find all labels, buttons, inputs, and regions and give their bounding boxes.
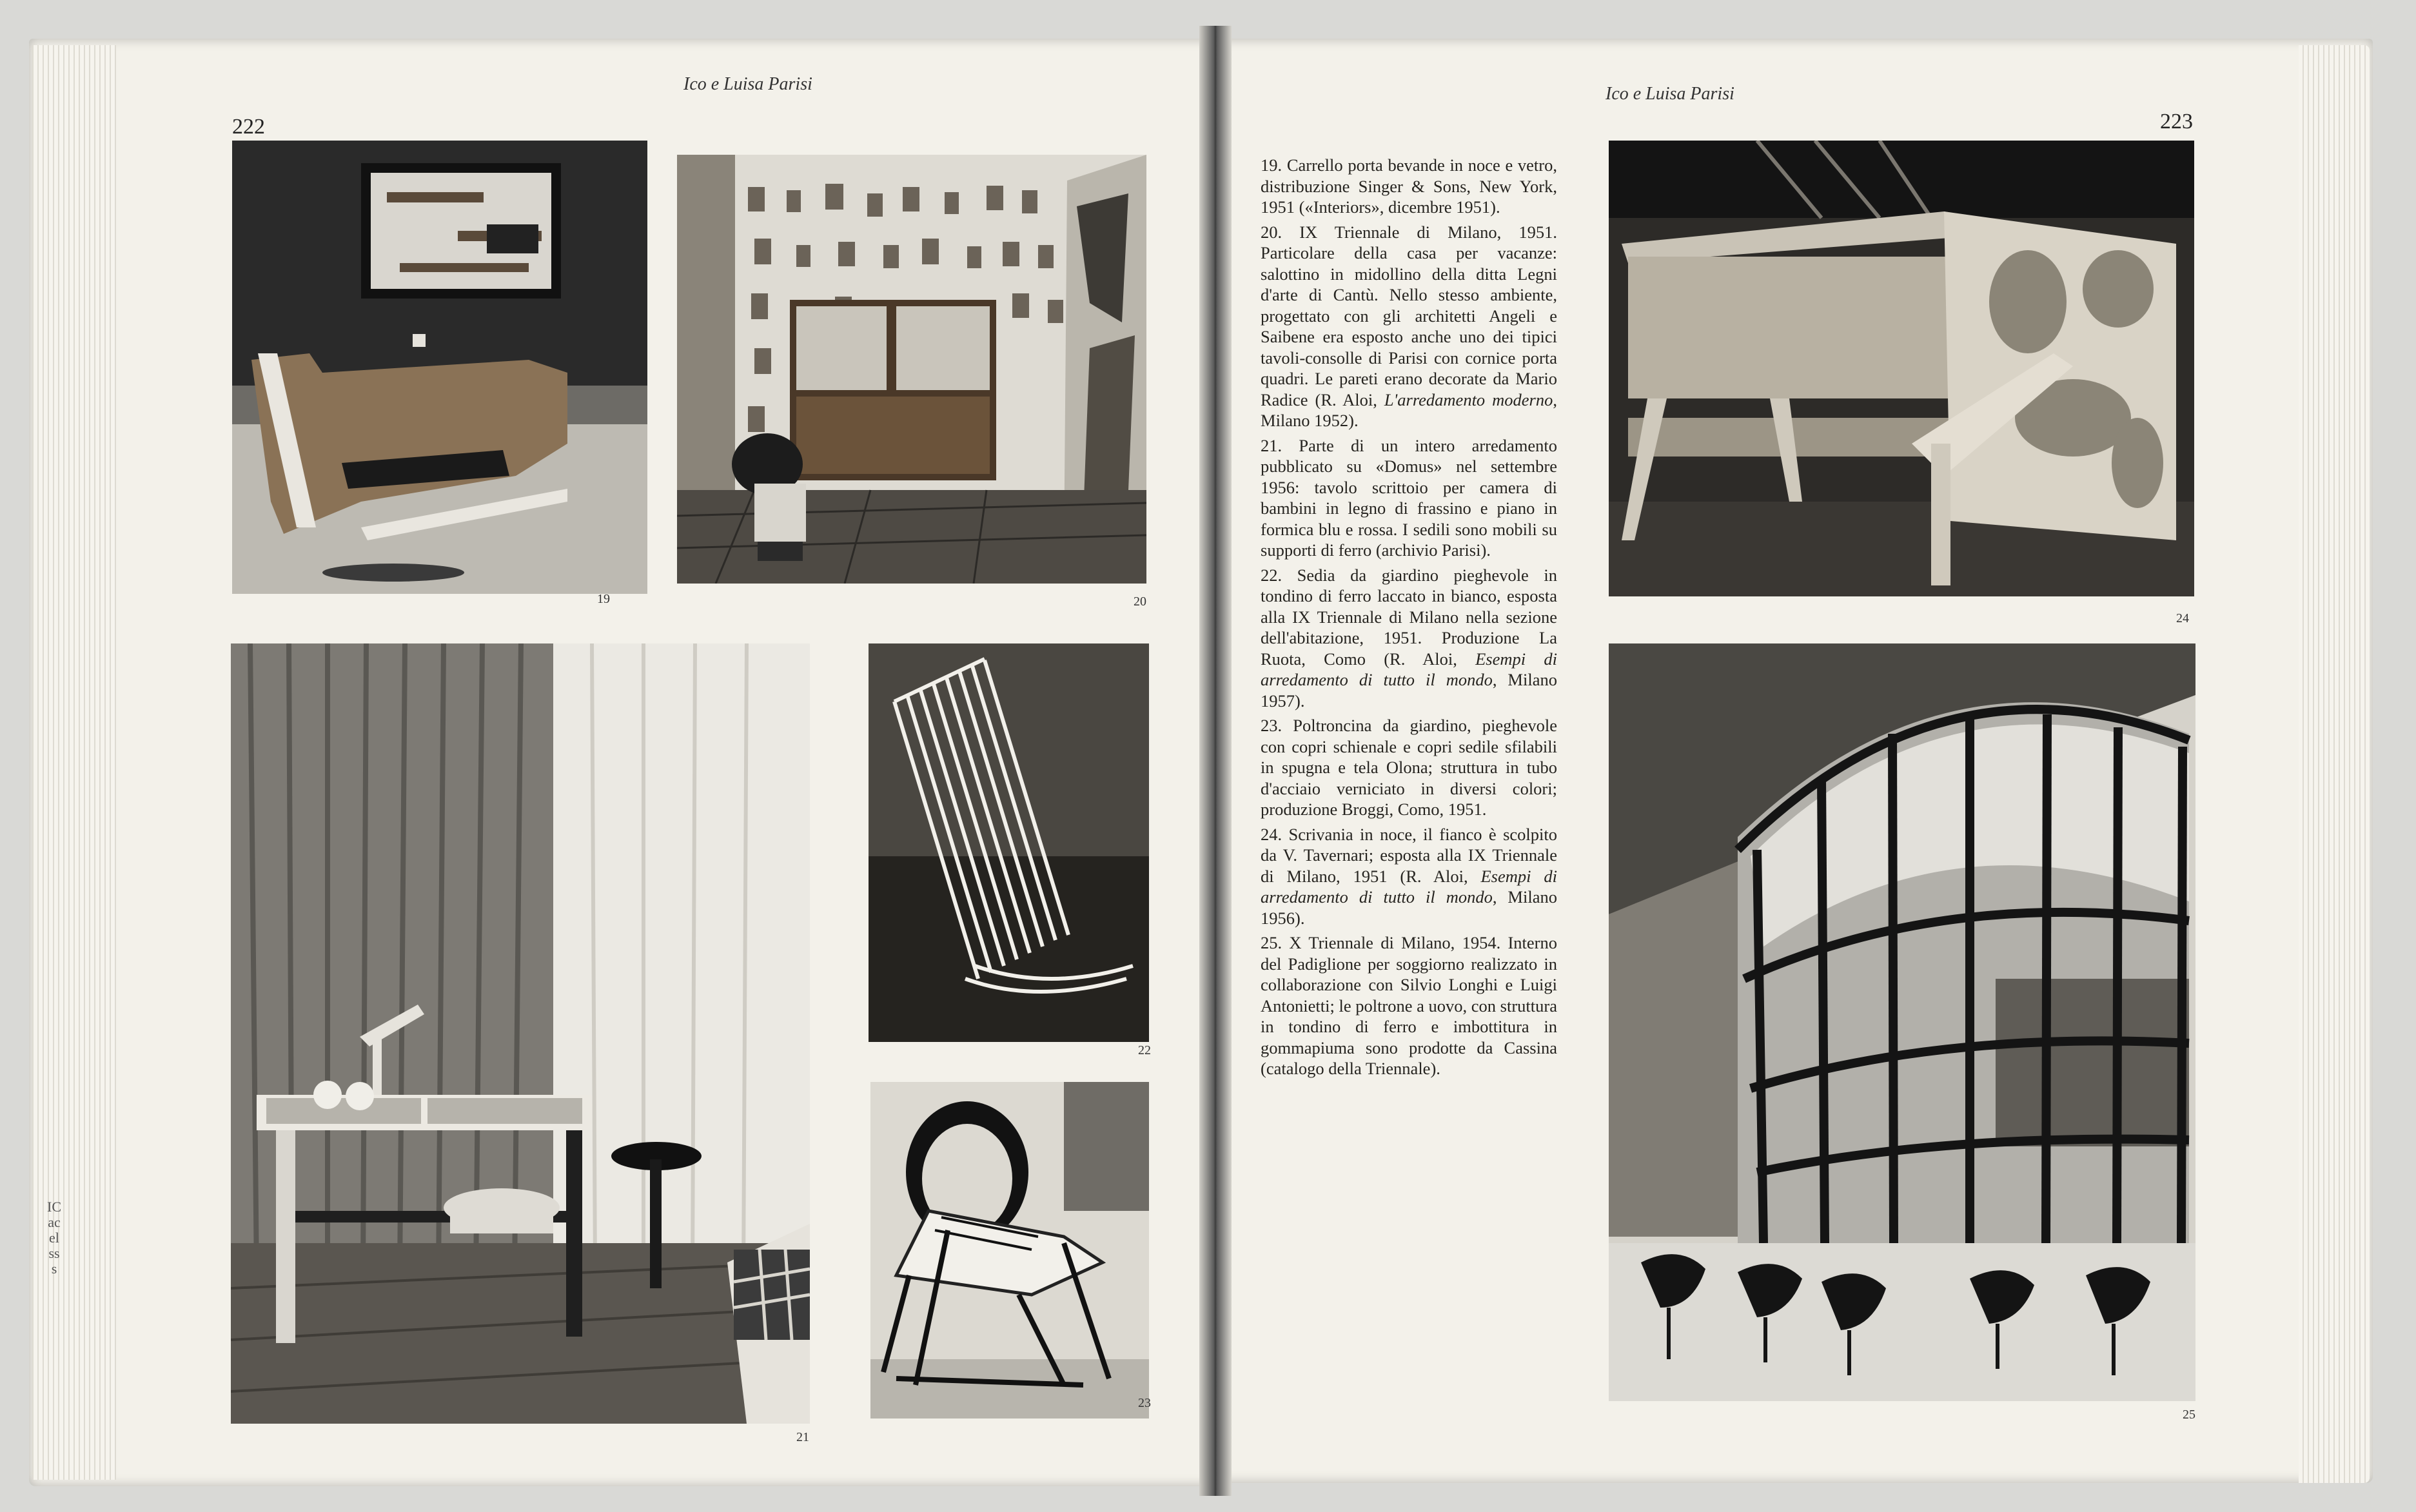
right-page-number: 223	[2160, 110, 2193, 133]
photo-fig21-children-desk	[231, 643, 810, 1424]
photo-fig20-holiday-house-living	[677, 155, 1146, 584]
captions-column	[1261, 155, 1557, 1083]
caption-25: 25. X Triennale di Milano, 1954. Interno del Padiglione per soggiorno realizzato in collaborazione con Silvio Longhi e Luigi Antonietti; le poltrone a uovo, con struttura in tondino di ferro e imbottitura in gommapiuma sono prodotte da Cassina (catalogo della Triennale).	[1261, 933, 1557, 1078]
photo-fig22-folding-garden-chair	[869, 643, 1149, 1042]
caption-21: 21. Parte di un intero arredamento pubblicato su «Domus» nel settembre 1956: tavolo scrittoio per camera di bambini in legno di frassino e piano in formica blu e rossa. I sedili sono mobili su supporti di ferro (archivio Parisi).	[1261, 435, 1557, 560]
figure-number-24: 24	[2176, 611, 2189, 625]
photo-fig23-garden-armchair	[870, 1082, 1149, 1419]
caption-24: 24. Scrivania in noce, il fianco è scolpito da V. Tavernari; esposta alla IX Triennale di Milano, 1951 (R. Aloi, Esempi di arredamento di tutto il mondo, Milano 1956).	[1261, 824, 1557, 928]
caption-23: 23. Poltroncina da giardino, pieghevole con copri schienale e copri sedile sfilabili in spugna e tela Olona; struttura in tubo d'acciaio verniciato in diversi colori; produzione Broggi, Como, 1951.	[1261, 716, 1557, 819]
left-page-edges	[32, 45, 116, 1480]
book-gutter	[1199, 26, 1232, 1496]
figure-number-25: 25	[2183, 1408, 2195, 1422]
right-running-title: Ico e Luisa Parisi	[1606, 84, 1734, 104]
photo-fig25-triennale-pavilion	[1609, 643, 2195, 1401]
figure-number-21: 21	[796, 1430, 809, 1444]
figure-number-20: 20	[1134, 594, 1146, 609]
page-edge-marks: ICacelsss	[47, 1199, 61, 1277]
figure-number-19: 19	[597, 592, 610, 606]
caption-20: 20. IX Triennale di Milano, 1951. Particolare della casa per vacanze: salottino in midollino della ditta Legni d'arte di Cantù. Nello stesso ambiente, progettato con gli architetti Angeli e Saibene era esposto anche uno dei tipici tavoli-consolle di Parisi con cornice porta quadri. Le pareti erano decorate da Mario Radice (R. Aloi, L'arredamento moderno, Milano 1952).	[1261, 222, 1557, 430]
right-page-edges	[2299, 45, 2370, 1483]
photo-fig24-carved-desk	[1609, 141, 2194, 596]
caption-19: 19. Carrello porta bevande in noce e vetro, distribuzione Singer & Sons, New York, 1951 («Interiors», dicembre 1951).	[1261, 155, 1557, 217]
left-page-number: 222	[232, 115, 265, 139]
photo-fig19-drinks-trolley	[232, 141, 647, 594]
figure-number-23: 23	[1138, 1396, 1151, 1410]
figure-number-22: 22	[1138, 1043, 1151, 1057]
caption-22: 22. Sedia da giardino pieghevole in tondino di ferro laccato in bianco, esposta alla IX Triennale di Milano nella sezione dell'abitazione, 1951. Produzione La Ruota, Como (R. Aloi, Esempi di arredamento di tutto il mondo, Milano 1957).	[1261, 565, 1557, 711]
left-running-title: Ico e Luisa Parisi	[683, 74, 812, 94]
